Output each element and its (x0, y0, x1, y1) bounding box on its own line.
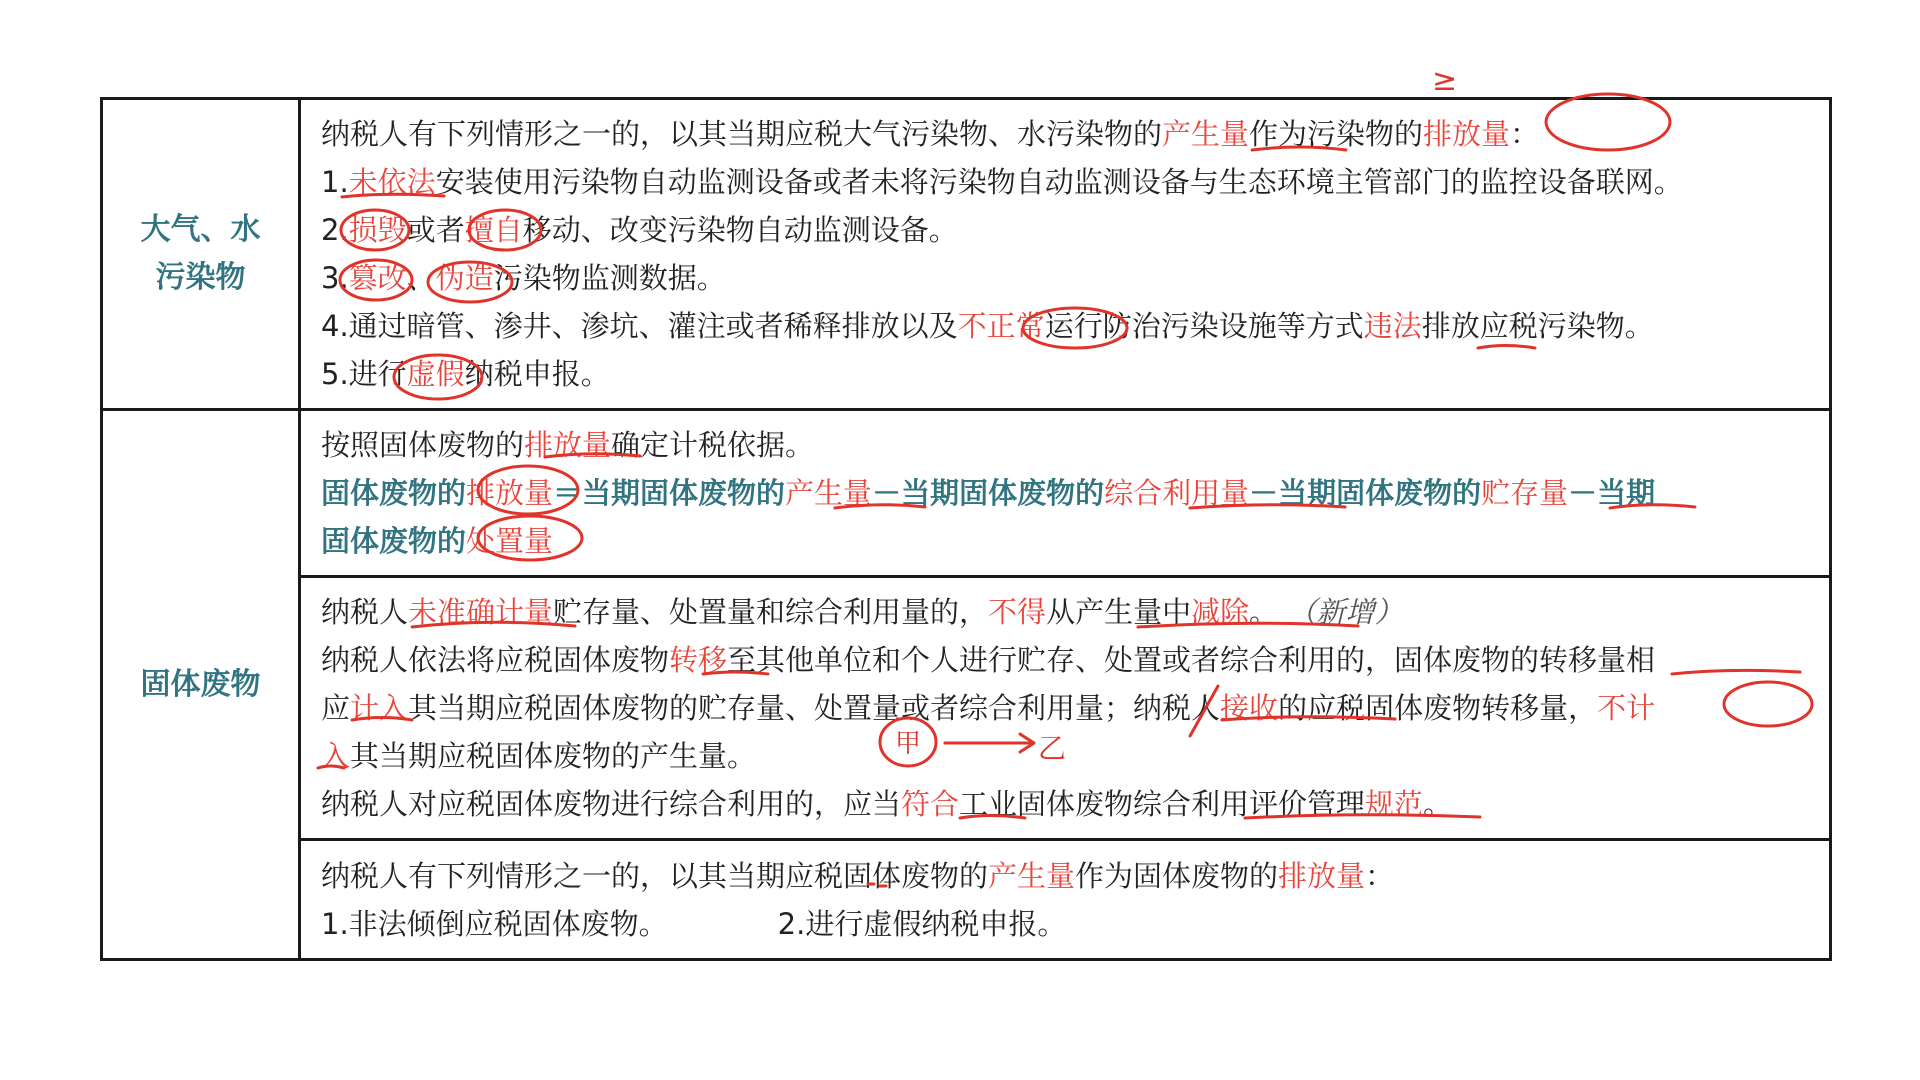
text-run: 减除 (1191, 595, 1250, 629)
solid-special-item-2: 2.进行虚假纳税申报。 (777, 906, 1067, 941)
text-run: 不正常 (957, 309, 1045, 343)
category-solid-waste (102, 410, 300, 960)
text-run: 固体废物的 (321, 476, 467, 510)
text-run: 、 (406, 261, 436, 295)
text-run: 。 (1249, 595, 1288, 629)
text-run: 其当期应税固体废物的产生量。 (350, 739, 757, 773)
text-run: 入 (321, 739, 351, 773)
category-solid-waste-label: 固体废物 (140, 666, 261, 702)
solid-formula-line-1 (321, 469, 1809, 517)
text-run: 未依法 (348, 165, 436, 199)
text-run: 排放量 (1278, 858, 1366, 893)
text-run: 5.进行 (321, 357, 407, 391)
text-run: 移动、改变污染物自动监测设备。 (522, 213, 958, 247)
text-run: ： (1510, 117, 1540, 151)
text-run: 产生量 (785, 476, 873, 510)
row-air-water (102, 99, 1831, 410)
text-run: 1. (321, 165, 349, 199)
text-run: 其当期应税固体废物的贮存量、处置量或者综合利用量；纳税人 (408, 691, 1221, 725)
solid-detail-line-3 (321, 684, 1809, 732)
row-solid-basis (102, 410, 1831, 577)
text-run: 转移 (669, 643, 728, 677)
category-air-water-line1: 大气、水 (140, 212, 261, 247)
text-run: 产生量 (988, 858, 1076, 893)
text-run: 规范 (1365, 787, 1424, 821)
solid-special-cell (300, 840, 1831, 960)
category-air-water (102, 99, 300, 410)
text-run: 擅自 (464, 213, 523, 247)
text-run: 贮存量 (1481, 476, 1569, 510)
text-run: 安装使用污染物自动监测设备或者未将污染物自动监测设备与生态环境主管部门的监控设备联网。 (435, 165, 1683, 199)
text-run: 纳税人有下列情形之一的，以其当期应税大气污染物、水污染物的 (321, 117, 1163, 151)
row-solid-details (102, 577, 1831, 840)
text-run: 违法 (1363, 309, 1422, 343)
solid-special-intro (321, 852, 1809, 900)
air-water-intro (321, 110, 1809, 158)
text-run: 3. (321, 261, 349, 295)
text-run: 未准确计量 (408, 595, 554, 629)
air-water-rules (300, 99, 1831, 410)
text-run: 接收 (1220, 691, 1279, 725)
text-run: 计入 (350, 691, 409, 725)
text-run: 处置量 (466, 524, 554, 558)
solid-detail-line-1 (321, 588, 1809, 636)
text-run: 伪造 (435, 261, 494, 295)
solid-detail-line-2 (321, 636, 1809, 684)
category-air-water-line2: 污染物 (155, 260, 246, 295)
solid-basis-cell (300, 410, 1831, 577)
text-run: 2. (321, 213, 349, 247)
text-run: 不得 (988, 595, 1047, 629)
text-run: 排放量 (1423, 117, 1511, 151)
text-run: ： (1365, 858, 1395, 893)
text-run: 纳税人依法将应税固体废物 (321, 643, 670, 677)
annotation-geq: ≥ (1432, 63, 1458, 98)
text-run: （新增） (1287, 595, 1404, 629)
text-run: 贮存量、处置量和综合利用量的， (553, 595, 989, 629)
text-run: 排放应税污染物。 (1421, 309, 1654, 343)
text-run: 纳税人有下列情形之一的，以其当期应税固体废物的 (321, 858, 989, 893)
text-run: 的应税固体废物转移量， (1278, 691, 1598, 725)
text-run: 至其他单位和个人进行贮存、处置或者综合利用的，固体废物的转移量相 (727, 643, 1656, 677)
text-run: 纳税人 (321, 595, 409, 629)
text-run: ＝当期固体废物的 (553, 476, 786, 510)
text-run: －当期固体废物的 (1249, 476, 1482, 510)
air-water-item-5 (321, 350, 1809, 398)
air-water-item-1 (321, 158, 1809, 206)
text-run: 综合利用量 (1104, 476, 1250, 510)
air-water-item-4 (321, 302, 1809, 350)
annotation-yi: 乙 (1038, 732, 1067, 765)
solid-details-cell (300, 577, 1831, 840)
text-run: 工业固体废物综合利用评价管理 (959, 787, 1366, 821)
text-run: －当期 (1568, 476, 1656, 510)
text-run: 排放量 (466, 476, 554, 510)
text-run: 作为污染物的 (1249, 117, 1424, 151)
text-run: 篡改 (348, 261, 407, 295)
row-solid-special (102, 840, 1831, 960)
solid-formula-line-2 (321, 517, 1809, 565)
text-run: 纳税人对应税固体废物进行综合利用的，应当 (321, 787, 902, 821)
text-run: 从产生量中 (1046, 595, 1192, 629)
text-run: －当期固体废物的 (872, 476, 1105, 510)
solid-special-items (321, 900, 1809, 948)
text-run: 虚假 (406, 357, 465, 391)
text-run: 作为固体废物的 (1075, 858, 1279, 893)
tax-basis-table (100, 97, 1832, 961)
text-run: 确定计税依据。 (611, 428, 815, 462)
annotation-jia: 甲 (895, 729, 922, 759)
text-run: 固体废物的 (321, 524, 467, 558)
text-run: 4.通过暗管、渗井、渗坑、灌注或者稀释排放以及 (321, 309, 958, 343)
text-run: 按照固体废物的 (321, 428, 525, 462)
air-water-item-3 (321, 254, 1809, 302)
text-run: 符合 (901, 787, 960, 821)
text-run: 产生量 (1162, 117, 1250, 151)
solid-special-item-1: 1.非法倾倒应税固体废物。 (321, 906, 668, 941)
text-run: 或者 (406, 213, 465, 247)
text-run: 纳税申报。 (464, 357, 610, 391)
text-run: 损毁 (348, 213, 407, 247)
text-run: 不计 (1597, 691, 1656, 725)
text-run: 。 (1423, 787, 1453, 821)
text-run: 排放量 (524, 428, 612, 462)
solid-basis-line (321, 421, 1809, 469)
solid-detail-line-5 (321, 780, 1809, 828)
text-run: 污染物监测数据。 (493, 261, 726, 295)
air-water-item-2 (321, 206, 1809, 254)
solid-detail-line-4 (321, 732, 1809, 780)
text-run: 运行防治污染设施等方式 (1044, 309, 1364, 343)
text-run: 应 (321, 691, 351, 725)
